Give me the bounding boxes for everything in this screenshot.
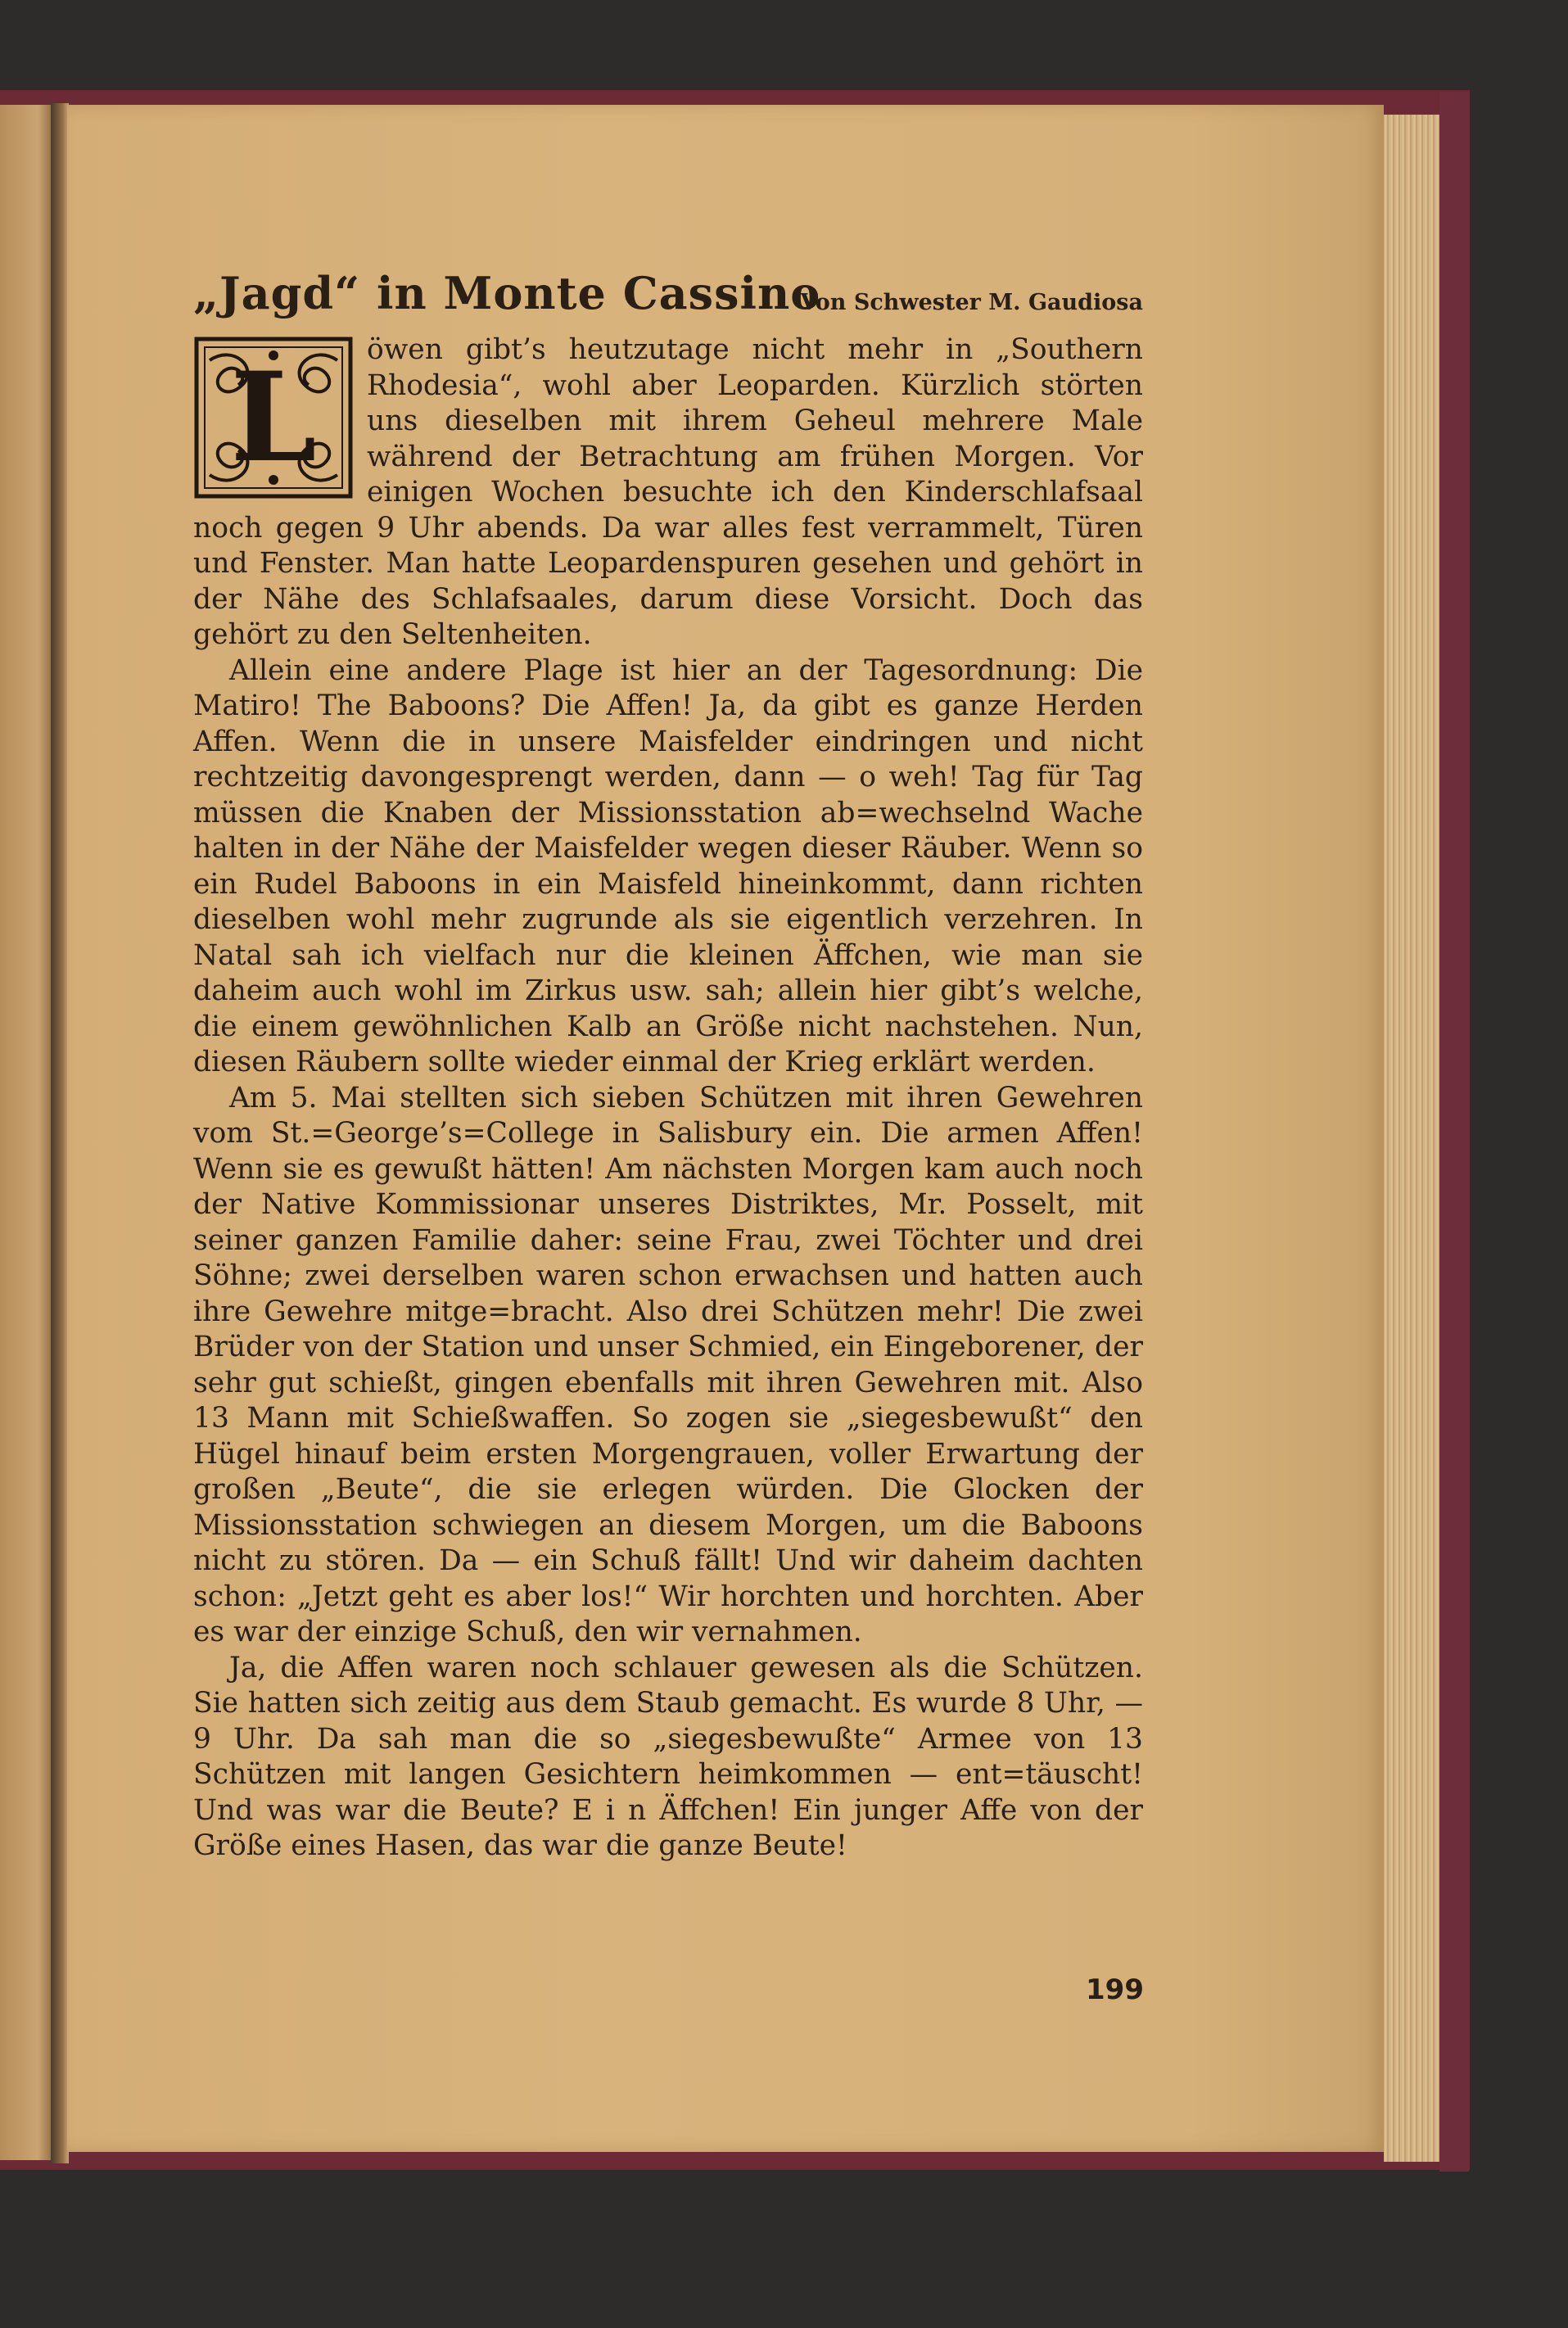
paragraph-4: Ja, die Affen waren noch schlauer gewesen als die Schützen. Sie hatten sich zeitig aus dem Staub gemacht. Es wurde 8 Uhr, — 9 Uhr. Da sah man die so „siegesbewußte“ Armee von 13 Schützen mit langen Gesichtern heimkommen — ent=täuscht! Und was war die Beute? E i n Äffchen! Ein junger Affe von der Größe eines Hasen, das war die ganze Beute!	[193, 1651, 1143, 1862]
article-body	[193, 332, 1143, 1865]
article-heading	[193, 267, 1143, 332]
paragraph-2: Allein eine andere Plage ist hier an der Tagesordnung: Die Matiro! The Baboons? Die Affen! Ja, da gibt es ganze Herden Affen. Wenn die in unsere Maisfelder eindringen und nicht rechtzeitig davongesprengt werden, dann — o weh! Tag für Tag müssen die Knaben der Missionsstation ab=wechselnd Wache halten in der Nähe der Maisfelder wegen dieser Räuber. Wenn so ein Rudel Baboons in ein Maisfeld hineinkommt, dann richten dieselben wohl mehr zugrunde als sie eigentlich verzehren. In Natal sah ich vielfach nur die kleinen Äffchen, wie man sie daheim auch wohl im Zirkus usw. sah; allein hier gibt’s welche, die einem gewöhnlichen Kalb an Größe nicht nachstehen. Nun, diesen Räubern sollte wieder einmal der Krieg erklärt werden.	[193, 653, 1143, 1078]
page-stack-edge	[1384, 115, 1441, 2162]
initial-letter: L	[230, 346, 317, 490]
article-title: „Jagd“ in Monte Cassino	[193, 267, 821, 319]
decorated-initial	[193, 336, 354, 500]
book-gutter	[51, 103, 69, 2163]
article-byline: Von Schwester M. Gaudiosa	[800, 290, 1143, 315]
binding-edge	[1439, 92, 1469, 2172]
article	[193, 267, 1143, 1865]
left-page-edge	[0, 105, 54, 2160]
page-number: 199	[1086, 1973, 1144, 2006]
paragraph-3: Am 5. Mai stellten sich sieben Schützen mit ihren Gewehren vom St.=George’s=College in Salisbury ein. Die armen Affen! Wenn sie es gewußt hätten! Am nächsten Morgen kam auch noch der Native Kommissionar unseres Distriktes, Mr. Posselt, mit seiner ganzen Familie daher: seine Frau, zwei Töchter und drei Söhne; zwei derselben waren schon erwachsen und hatten auch ihre Gewehre mitge=bracht. Also drei Schützen mehr! Die zwei Brüder von der Station und unser Schmied, ein Eingeborener, der sehr gut schießt, gingen ebenfalls mit ihren Gewehren mit. Also 13 Mann mit Schießwaffen. So zogen sie „siegesbewußt“ den Hügel hinauf beim ersten Morgengrauen, voller Erwartung der großen „Beute“, die sie erlegen würden. Die Glocken der Missionsstation schwiegen an diesem Morgen, um die Baboons nicht zu stören. Da — ein Schuß fällt! Und wir daheim dachten schon: „Jetzt geht es aber los!“ Wir horchten und horchten. Aber es war der einzige Schuß, den wir vernahmen.	[193, 1081, 1143, 1648]
paragraph-text: öwen gibt’s heutzutage nicht mehr in „Southern Rhodesia“, wohl aber Leoparden. Kürzlich störten uns dieselben mit ihrem Geheul mehrere Male während der Betrachtung am frühen Morgen. Vor einigen Wochen besuchte ich den Kinderschlafsaal noch gegen 9 Uhr abends. Da war alles fest verrammelt, Türen und Fenster. Man hatte Leopardenspuren gesehen und gehört in der Nähe des Schlafsaales, darum diese Vorsicht. Doch das gehört zu den Seltenheiten.	[193, 333, 1143, 651]
paragraph-1	[193, 332, 1143, 653]
